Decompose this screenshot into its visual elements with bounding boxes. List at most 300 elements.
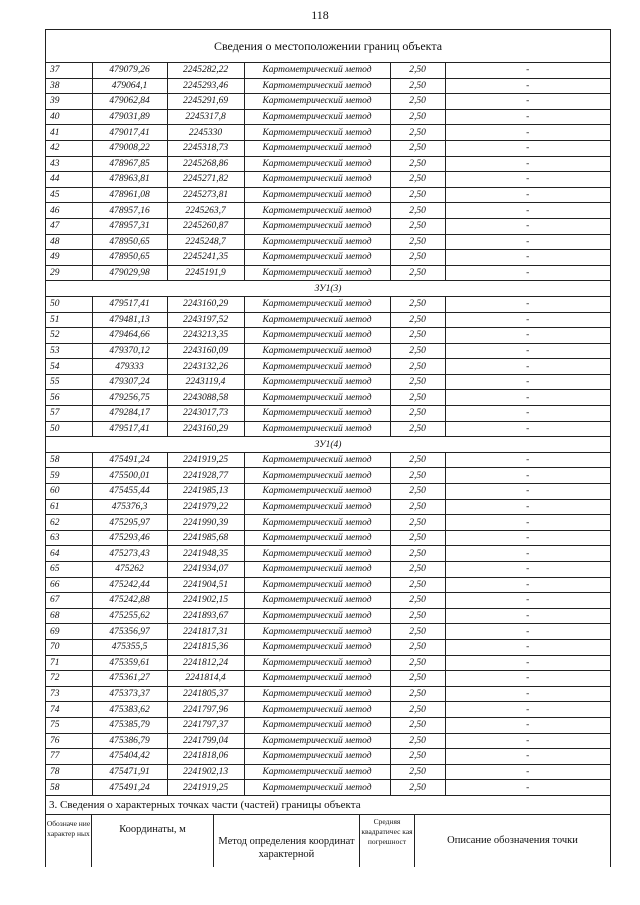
coord-y: 2241919,25 <box>167 452 244 468</box>
coord-y: 2245263,7 <box>167 203 244 219</box>
coord-y: 2241985,68 <box>167 530 244 546</box>
error-cell: 2,50 <box>390 359 445 375</box>
point-number: 46 <box>46 203 92 219</box>
coord-x: 479029,98 <box>92 265 167 281</box>
point-number: 45 <box>46 187 92 203</box>
coord-x: 479079,26 <box>92 63 167 78</box>
coord-x: 478957,16 <box>92 203 167 219</box>
error-cell: 2,50 <box>390 406 445 422</box>
error-cell: 2,50 <box>390 562 445 578</box>
table-row <box>46 109 610 125</box>
error-cell: 2,50 <box>390 515 445 531</box>
point-number: 78 <box>46 764 92 780</box>
error-cell: 2,50 <box>390 717 445 733</box>
error-cell: 2,50 <box>390 671 445 687</box>
coord-y: 2245293,46 <box>167 78 244 94</box>
error-cell: 2,50 <box>390 343 445 359</box>
table-row <box>46 655 610 671</box>
point-number: 51 <box>46 312 92 328</box>
error-cell: 2,50 <box>390 749 445 765</box>
table-row <box>46 250 610 266</box>
coord-y: 2241990,39 <box>167 515 244 531</box>
error-cell: 2,50 <box>390 390 445 406</box>
error-cell: 2,50 <box>390 624 445 640</box>
coord-y: 2241979,22 <box>167 499 244 515</box>
coord-x: 478961,08 <box>92 187 167 203</box>
coord-y: 2241814,4 <box>167 671 244 687</box>
description-cell: - <box>445 94 610 110</box>
description-cell: - <box>445 390 610 406</box>
error-cell: 2,50 <box>390 686 445 702</box>
table-row <box>46 608 610 624</box>
coord-x: 479256,75 <box>92 390 167 406</box>
point-number: 69 <box>46 624 92 640</box>
method-cell: Картометрический метод <box>244 655 390 671</box>
table-row <box>46 406 610 422</box>
point-number: 44 <box>46 172 92 188</box>
error-cell: 2,50 <box>390 187 445 203</box>
method-cell: Картометрический метод <box>244 780 390 796</box>
table-row <box>46 343 610 359</box>
method-cell: Картометрический метод <box>244 671 390 687</box>
header-error: Средняя квадратичес кая погрешност <box>360 815 415 867</box>
coord-x: 475293,46 <box>92 530 167 546</box>
point-number: 58 <box>46 780 92 796</box>
description-cell: - <box>445 234 610 250</box>
coord-y: 2241893,67 <box>167 608 244 624</box>
point-number: 57 <box>46 406 92 422</box>
method-cell: Картометрический метод <box>244 218 390 234</box>
coord-y: 2245318,73 <box>167 140 244 156</box>
coord-y: 2245248,7 <box>167 234 244 250</box>
section3-title: 3. Сведения о характерных точках части (частей) границы объекта <box>46 796 610 815</box>
method-cell: Картометрический метод <box>244 593 390 609</box>
group-row <box>46 281 610 297</box>
table-row <box>46 203 610 219</box>
method-cell: Картометрический метод <box>244 94 390 110</box>
description-cell: - <box>445 624 610 640</box>
error-cell: 2,50 <box>390 421 445 437</box>
coord-y: 2241797,37 <box>167 717 244 733</box>
coord-y: 2245191,9 <box>167 265 244 281</box>
coord-x: 475361,27 <box>92 671 167 687</box>
error-cell: 2,50 <box>390 577 445 593</box>
coord-x: 475386,79 <box>92 733 167 749</box>
coord-x: 478963,81 <box>92 172 167 188</box>
coord-y: 2241948,35 <box>167 546 244 562</box>
description-cell: - <box>445 359 610 375</box>
table-row <box>46 702 610 718</box>
coord-x: 475376,3 <box>92 499 167 515</box>
table-row <box>46 140 610 156</box>
method-cell: Картометрический метод <box>244 156 390 172</box>
point-number: 56 <box>46 390 92 406</box>
description-cell: - <box>445 764 610 780</box>
point-number: 76 <box>46 733 92 749</box>
description-cell: - <box>445 452 610 468</box>
point-number: 70 <box>46 639 92 655</box>
description-cell: - <box>445 421 610 437</box>
error-cell: 2,50 <box>390 530 445 546</box>
description-cell: - <box>445 593 610 609</box>
table-row <box>46 156 610 172</box>
error-cell: 2,50 <box>390 499 445 515</box>
group-label: ЗУ1(3) <box>46 281 610 297</box>
table-row <box>46 686 610 702</box>
error-cell: 2,50 <box>390 78 445 94</box>
description-cell: - <box>445 780 610 796</box>
description-cell: - <box>445 655 610 671</box>
point-number: 43 <box>46 156 92 172</box>
error-cell: 2,50 <box>390 764 445 780</box>
coord-y: 2245330 <box>167 125 244 141</box>
description-cell: - <box>445 749 610 765</box>
coord-y: 2243017,73 <box>167 406 244 422</box>
table-row <box>46 187 610 203</box>
method-cell: Картометрический метод <box>244 624 390 640</box>
table-row <box>46 63 610 78</box>
coord-x: 479517,41 <box>92 421 167 437</box>
table-row <box>46 593 610 609</box>
point-number: 77 <box>46 749 92 765</box>
point-number: 75 <box>46 717 92 733</box>
coord-x: 479307,24 <box>92 374 167 390</box>
description-cell: - <box>445 546 610 562</box>
coord-y: 2241934,07 <box>167 562 244 578</box>
point-number: 38 <box>46 78 92 94</box>
table-row <box>46 312 610 328</box>
method-cell: Картометрический метод <box>244 686 390 702</box>
coord-x: 475255,62 <box>92 608 167 624</box>
point-number: 60 <box>46 484 92 500</box>
coord-x: 475355,5 <box>92 639 167 655</box>
method-cell: Картометрический метод <box>244 312 390 328</box>
point-number: 64 <box>46 546 92 562</box>
method-cell: Картометрический метод <box>244 359 390 375</box>
coord-x: 475262 <box>92 562 167 578</box>
coord-y: 2245260,87 <box>167 218 244 234</box>
coord-x: 479464,66 <box>92 328 167 344</box>
method-cell: Картометрический метод <box>244 764 390 780</box>
table-row <box>46 671 610 687</box>
description-cell: - <box>445 125 610 141</box>
error-cell: 2,50 <box>390 94 445 110</box>
coord-x: 475242,44 <box>92 577 167 593</box>
point-number: 48 <box>46 234 92 250</box>
point-number: 53 <box>46 343 92 359</box>
coord-x: 479064,1 <box>92 78 167 94</box>
table-row <box>46 780 610 796</box>
description-cell: - <box>445 109 610 125</box>
table-row <box>46 359 610 375</box>
coord-y: 2245273,81 <box>167 187 244 203</box>
error-cell: 2,50 <box>390 312 445 328</box>
description-cell: - <box>445 468 610 484</box>
description-cell: - <box>445 203 610 219</box>
header-designation: Обозначе ние характер ных <box>46 815 92 867</box>
coord-x: 478950,65 <box>92 250 167 266</box>
table-row <box>46 515 610 531</box>
coord-x: 475491,24 <box>92 452 167 468</box>
coord-x: 475273,43 <box>92 546 167 562</box>
description-cell: - <box>445 187 610 203</box>
method-cell: Картометрический метод <box>244 608 390 624</box>
points-table <box>46 63 610 796</box>
error-cell: 2,50 <box>390 265 445 281</box>
coord-x: 475383,62 <box>92 702 167 718</box>
method-cell: Картометрический метод <box>244 265 390 281</box>
section3-header <box>46 815 610 867</box>
coord-y: 2245317,8 <box>167 109 244 125</box>
method-cell: Картометрический метод <box>244 515 390 531</box>
point-number: 52 <box>46 328 92 344</box>
boundary-table-frame <box>45 29 611 867</box>
coord-y: 2241815,36 <box>167 639 244 655</box>
error-cell: 2,50 <box>390 109 445 125</box>
coord-x: 475359,61 <box>92 655 167 671</box>
method-cell: Картометрический метод <box>244 63 390 78</box>
point-number: 65 <box>46 562 92 578</box>
coord-y: 2245241,35 <box>167 250 244 266</box>
table-row <box>46 733 610 749</box>
point-number: 42 <box>46 140 92 156</box>
description-cell: - <box>445 406 610 422</box>
error-cell: 2,50 <box>390 546 445 562</box>
error-cell: 2,50 <box>390 140 445 156</box>
method-cell: Картометрический метод <box>244 390 390 406</box>
coord-x: 479517,41 <box>92 296 167 312</box>
error-cell: 2,50 <box>390 780 445 796</box>
method-cell: Картометрический метод <box>244 109 390 125</box>
coord-y: 2241902,15 <box>167 593 244 609</box>
error-cell: 2,50 <box>390 203 445 219</box>
coord-x: 475455,44 <box>92 484 167 500</box>
description-cell: - <box>445 156 610 172</box>
description-cell: - <box>445 671 610 687</box>
description-cell: - <box>445 717 610 733</box>
coord-x: 475373,37 <box>92 686 167 702</box>
method-cell: Картометрический метод <box>244 484 390 500</box>
description-cell: - <box>445 608 610 624</box>
coord-y: 2243160,29 <box>167 296 244 312</box>
table-row <box>46 499 610 515</box>
table-title: Сведения о местоположении границ объекта <box>46 30 610 63</box>
table-row <box>46 328 610 344</box>
error-cell: 2,50 <box>390 296 445 312</box>
error-cell: 2,50 <box>390 374 445 390</box>
point-number: 71 <box>46 655 92 671</box>
table-row <box>46 624 610 640</box>
method-cell: Картометрический метод <box>244 328 390 344</box>
method-cell: Картометрический метод <box>244 717 390 733</box>
description-cell: - <box>445 312 610 328</box>
error-cell: 2,50 <box>390 468 445 484</box>
header-description: Описание обозначения точки <box>447 834 578 846</box>
coord-x: 479031,89 <box>92 109 167 125</box>
coord-y: 2241985,13 <box>167 484 244 500</box>
point-number: 29 <box>46 265 92 281</box>
error-cell: 2,50 <box>390 125 445 141</box>
coord-y: 2245282,22 <box>167 63 244 78</box>
coord-x: 475500,01 <box>92 468 167 484</box>
point-number: 72 <box>46 671 92 687</box>
point-number: 74 <box>46 702 92 718</box>
description-cell: - <box>445 686 610 702</box>
table-row <box>46 562 610 578</box>
description-cell: - <box>445 218 610 234</box>
method-cell: Картометрический метод <box>244 296 390 312</box>
point-number: 58 <box>46 452 92 468</box>
description-cell: - <box>445 733 610 749</box>
error-cell: 2,50 <box>390 452 445 468</box>
coord-x: 478950,65 <box>92 234 167 250</box>
coord-x: 478957,31 <box>92 218 167 234</box>
table-row <box>46 484 610 500</box>
coord-y: 2243088,58 <box>167 390 244 406</box>
description-cell: - <box>445 63 610 78</box>
error-cell: 2,50 <box>390 733 445 749</box>
description-cell: - <box>445 577 610 593</box>
point-number: 39 <box>46 94 92 110</box>
description-cell: - <box>445 328 610 344</box>
table-row <box>46 530 610 546</box>
table-row <box>46 374 610 390</box>
error-cell: 2,50 <box>390 63 445 78</box>
error-cell: 2,50 <box>390 328 445 344</box>
error-cell: 2,50 <box>390 218 445 234</box>
error-cell: 2,50 <box>390 250 445 266</box>
method-cell: Картометрический метод <box>244 172 390 188</box>
point-number: 59 <box>46 468 92 484</box>
description-cell: - <box>445 702 610 718</box>
table-row <box>46 452 610 468</box>
coord-y: 2243213,35 <box>167 328 244 344</box>
error-cell: 2,50 <box>390 484 445 500</box>
description-cell: - <box>445 172 610 188</box>
point-number: 47 <box>46 218 92 234</box>
point-number: 68 <box>46 608 92 624</box>
table-row <box>46 234 610 250</box>
method-cell: Картометрический метод <box>244 452 390 468</box>
table-row <box>46 764 610 780</box>
header-method: Метод определения координат характерной <box>214 815 360 867</box>
table-row <box>46 749 610 765</box>
point-number: 62 <box>46 515 92 531</box>
method-cell: Картометрический метод <box>244 702 390 718</box>
error-cell: 2,50 <box>390 655 445 671</box>
coord-y: 2241919,25 <box>167 780 244 796</box>
point-number: 49 <box>46 250 92 266</box>
error-cell: 2,50 <box>390 593 445 609</box>
table-row <box>46 577 610 593</box>
coord-y: 2243160,09 <box>167 343 244 359</box>
header-coordinates: Координаты, м <box>92 815 214 867</box>
coord-x: 475491,24 <box>92 780 167 796</box>
point-number: 67 <box>46 593 92 609</box>
point-number: 73 <box>46 686 92 702</box>
description-cell: - <box>445 296 610 312</box>
error-cell: 2,50 <box>390 702 445 718</box>
coord-y: 2243160,29 <box>167 421 244 437</box>
table-row <box>46 172 610 188</box>
coord-x: 479284,17 <box>92 406 167 422</box>
description-cell: - <box>445 639 610 655</box>
error-cell: 2,50 <box>390 234 445 250</box>
coord-y: 2241799,04 <box>167 733 244 749</box>
coord-x: 479481,13 <box>92 312 167 328</box>
description-cell: - <box>445 265 610 281</box>
method-cell: Картометрический метод <box>244 187 390 203</box>
point-number: 63 <box>46 530 92 546</box>
error-cell: 2,50 <box>390 608 445 624</box>
table-row <box>46 125 610 141</box>
method-cell: Картометрический метод <box>244 250 390 266</box>
method-cell: Картометрический метод <box>244 562 390 578</box>
table-row <box>46 78 610 94</box>
method-cell: Картометрический метод <box>244 639 390 655</box>
description-cell: - <box>445 515 610 531</box>
method-cell: Картометрический метод <box>244 125 390 141</box>
description-cell: - <box>445 140 610 156</box>
coord-x: 479062,84 <box>92 94 167 110</box>
coord-y: 2243119,4 <box>167 374 244 390</box>
description-cell: - <box>445 562 610 578</box>
coord-y: 2241817,31 <box>167 624 244 640</box>
method-cell: Картометрический метод <box>244 468 390 484</box>
coord-y: 2241805,37 <box>167 686 244 702</box>
points-table-body <box>46 63 610 795</box>
point-number: 66 <box>46 577 92 593</box>
coord-y: 2241904,51 <box>167 577 244 593</box>
error-cell: 2,50 <box>390 639 445 655</box>
coord-y: 2241928,77 <box>167 468 244 484</box>
table-row <box>46 468 610 484</box>
method-cell: Картометрический метод <box>244 499 390 515</box>
coord-x: 475295,97 <box>92 515 167 531</box>
group-row <box>46 437 610 453</box>
table-row <box>46 94 610 110</box>
coord-x: 475356,97 <box>92 624 167 640</box>
method-cell: Картометрический метод <box>244 374 390 390</box>
coord-y: 2241818,06 <box>167 749 244 765</box>
coord-x: 475242,88 <box>92 593 167 609</box>
method-cell: Картометрический метод <box>244 530 390 546</box>
error-cell: 2,50 <box>390 156 445 172</box>
description-cell: - <box>445 499 610 515</box>
group-label: ЗУ1(4) <box>46 437 610 453</box>
table-row <box>46 546 610 562</box>
description-cell: - <box>445 374 610 390</box>
method-cell: Картометрический метод <box>244 577 390 593</box>
coord-y: 2245291,69 <box>167 94 244 110</box>
table-row <box>46 265 610 281</box>
table-row <box>46 218 610 234</box>
coord-y: 2243132,26 <box>167 359 244 375</box>
point-number: 55 <box>46 374 92 390</box>
coord-y: 2245268,86 <box>167 156 244 172</box>
table-row <box>46 717 610 733</box>
point-number: 50 <box>46 421 92 437</box>
description-cell: - <box>445 343 610 359</box>
description-cell: - <box>445 250 610 266</box>
method-cell: Картометрический метод <box>244 140 390 156</box>
point-number: 40 <box>46 109 92 125</box>
coord-y: 2245271,82 <box>167 172 244 188</box>
coord-x: 479333 <box>92 359 167 375</box>
method-cell: Картометрический метод <box>244 733 390 749</box>
point-number: 50 <box>46 296 92 312</box>
method-cell: Картометрический метод <box>244 343 390 359</box>
